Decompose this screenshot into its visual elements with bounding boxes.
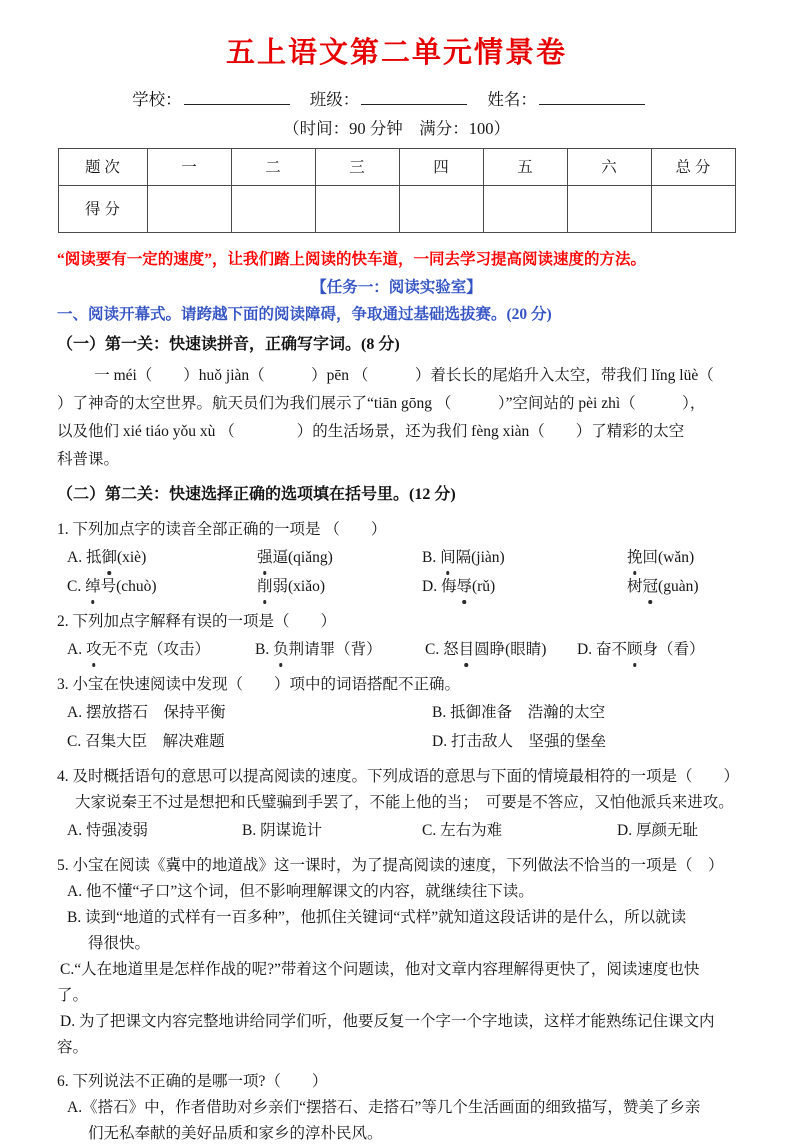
class-blank [361,88,467,105]
score-table-header-cell: 总 分 [651,149,735,186]
score-table-header-cell: 五 [483,149,567,186]
question-3 [57,672,736,756]
name-blank [539,88,645,105]
option-c: C. 怒目圆睁(眼睛) [425,635,577,664]
option-b: B. 负荆请罪（背） [255,635,425,664]
question-5 [57,853,736,1061]
option-a: A. 抵御(xiè) [67,543,257,572]
score-cell [567,186,651,233]
question-1-options [57,543,736,601]
option-line: A. 他不懂“孑口”这个词，但不影响理解课文的内容，就继续往下读。 [67,882,534,900]
option-c: C. 绰号(chuò) [67,572,257,601]
option-line: 们无私奉献的美好品质和家乡的淳朴民风。 [88,1124,383,1142]
option-a [57,1095,736,1147]
question-2-stem: 2. 下列加点字解释有误的一项是（ ） [57,612,337,630]
score-table [58,148,736,233]
option-line: 容。 [57,1038,89,1056]
option-d [57,1009,736,1061]
school-blank [184,88,290,105]
option-line: 得很快。 [88,934,151,952]
score-cell [651,186,735,233]
pinyin-passage [57,362,736,474]
part1-heading: （一）第一关：快速读拼音，正确写字词。(8 分) [57,335,400,353]
option-a: A. 摆放搭石 保持平衡 [67,703,226,721]
option-line: D. 为了把课文内容完整地讲给同学们听，他要反复一个字一个字地读，这样才能熟练记住课文内 [60,1012,715,1030]
question-1 [57,517,736,601]
score-table-header-cell: 三 [315,149,399,186]
score-table-score-row [58,186,735,233]
option-a: A. 攻无不克（攻击） [67,635,255,664]
score-cell [399,186,483,233]
question-1-stem: 1. 下列加点字的读音全部正确的一项是 （ ） [57,520,387,538]
option-line: 了。 [57,986,89,1004]
question-2 [57,609,736,664]
score-table-header-cell: 二 [231,149,315,186]
question-6 [57,1069,736,1147]
option-a: A. 恃强凌弱 [67,821,148,839]
option-line: C.“人在地道里是怎样作战的呢?”带着这个问题读，他对文章内容理解得更快了，阅读速度也快 [60,960,700,978]
option-b [57,905,736,957]
class-label: 班级： [309,89,360,109]
question-5-stem: 5. 小宝在阅读《冀中的地道战》这一课时，为了提高阅读的速度，下列做法不恰当的一项是（ ） [57,856,724,874]
score-cell [483,186,567,233]
option-c [57,957,736,1009]
option-a [57,879,736,905]
pinyin-line: 一 méi（ ）huǒ jiàn（ ）pēn （ ）着长长的尾焰升入太空，带我们 lǐng lüè（ [94,367,714,385]
score-cell [231,186,315,233]
pinyin-line: 以及他们 xié tiáo yǒu xù （ ）的生活场景，还为我们 fèng xiàn（ ）了精彩的太空 [57,423,685,441]
name-label: 姓名： [487,89,537,109]
question-3-stem: 3. 小宝在快速阅读中发现（ ）项中的词语搭配不正确。 [57,675,461,693]
score-table-header-row [58,149,735,186]
score-table-header-cell: 六 [567,149,651,186]
option-line: A.《搭石》中，作者借助对乡亲们“摆搭石、走搭石”等几个生活画面的细致描写，赞美了乡亲 [67,1098,701,1116]
school-label: 学校： [132,89,182,109]
option-c: C. 召集大臣 解决难题 [67,732,225,750]
pinyin-line: 科普课。 [57,451,120,469]
option-a-word2: 强逼(qiǎng) [257,543,422,572]
question-4-options [57,816,736,845]
option-d-word2: 树冠(guàn) [627,572,736,601]
option-d: D. 侮辱(rǔ) [422,572,627,601]
task-one-banner: 【任务一：阅读实验室】 [311,278,482,296]
time-info: （时间：90 分钟 满分：100） [283,119,510,139]
question-4 [57,764,740,845]
option-d: D. 打击敌人 坚强的堡垒 [432,732,606,750]
option-b-word2: 挽回(wǎn) [627,543,736,572]
question-4-quote: 大家说秦王不过是想把和氏璧骗到手罢了，不能上他的当； 可要是不答应，又怕他派兵来进攻。 [75,793,734,811]
option-b: B. 抵御准备 浩瀚的太空 [432,703,606,721]
option-b: B. 间隔(jiàn) [422,543,627,572]
option-d: D. 奋不顾身（看） [577,635,704,664]
option-c: C. 左右为难 [422,821,503,839]
student-info-line [57,86,736,113]
score-row-label: 得 分 [58,186,147,233]
option-c-word2: 削弱(xiǎo) [257,572,422,601]
pinyin-line: ）了神奇的太空世界。航天员们为我们展示了“tiān gōng （ ）”空间站的 pèi zhì（ ）， [57,395,706,413]
question-4-stem: 4. 及时概括语句的意思可以提高阅读的速度。下列成语的意思与下面的情境最相符的一项是（ ） [57,767,740,785]
intro-red-line: “阅读要有一定的速度”，让我们踏上阅读的快车道，一同去学习提高阅读速度的方法。 [57,251,647,269]
score-table-header-cell: 题 次 [58,149,147,186]
question-6-stem: 6. 下列说法不正确的是哪一项?（ ） [57,1072,328,1090]
option-line: B. 读到“地道的式样有一百多种”，他抓住关键词“式样”就知道这段话讲的是什么，所以就读 [67,908,687,926]
option-d: D. 厚颜无耻 [617,821,698,839]
score-table-header-cell: 四 [399,149,483,186]
section-one-heading: 一、阅读开幕式。请跨越下面的阅读障碍，争取通过基础选拔赛。(20 分) [57,306,552,324]
score-cell [147,186,231,233]
option-b: B. 阴谋诡计 [242,821,323,839]
page-title: 五上语文第二单元情景卷 [225,37,567,69]
score-cell [315,186,399,233]
question-3-options [57,698,736,756]
question-2-options [57,635,736,664]
score-table-header-cell: 一 [147,149,231,186]
part2-heading: （二）第二关：快速选择正确的选项填在括号里。(12 分) [57,486,456,504]
